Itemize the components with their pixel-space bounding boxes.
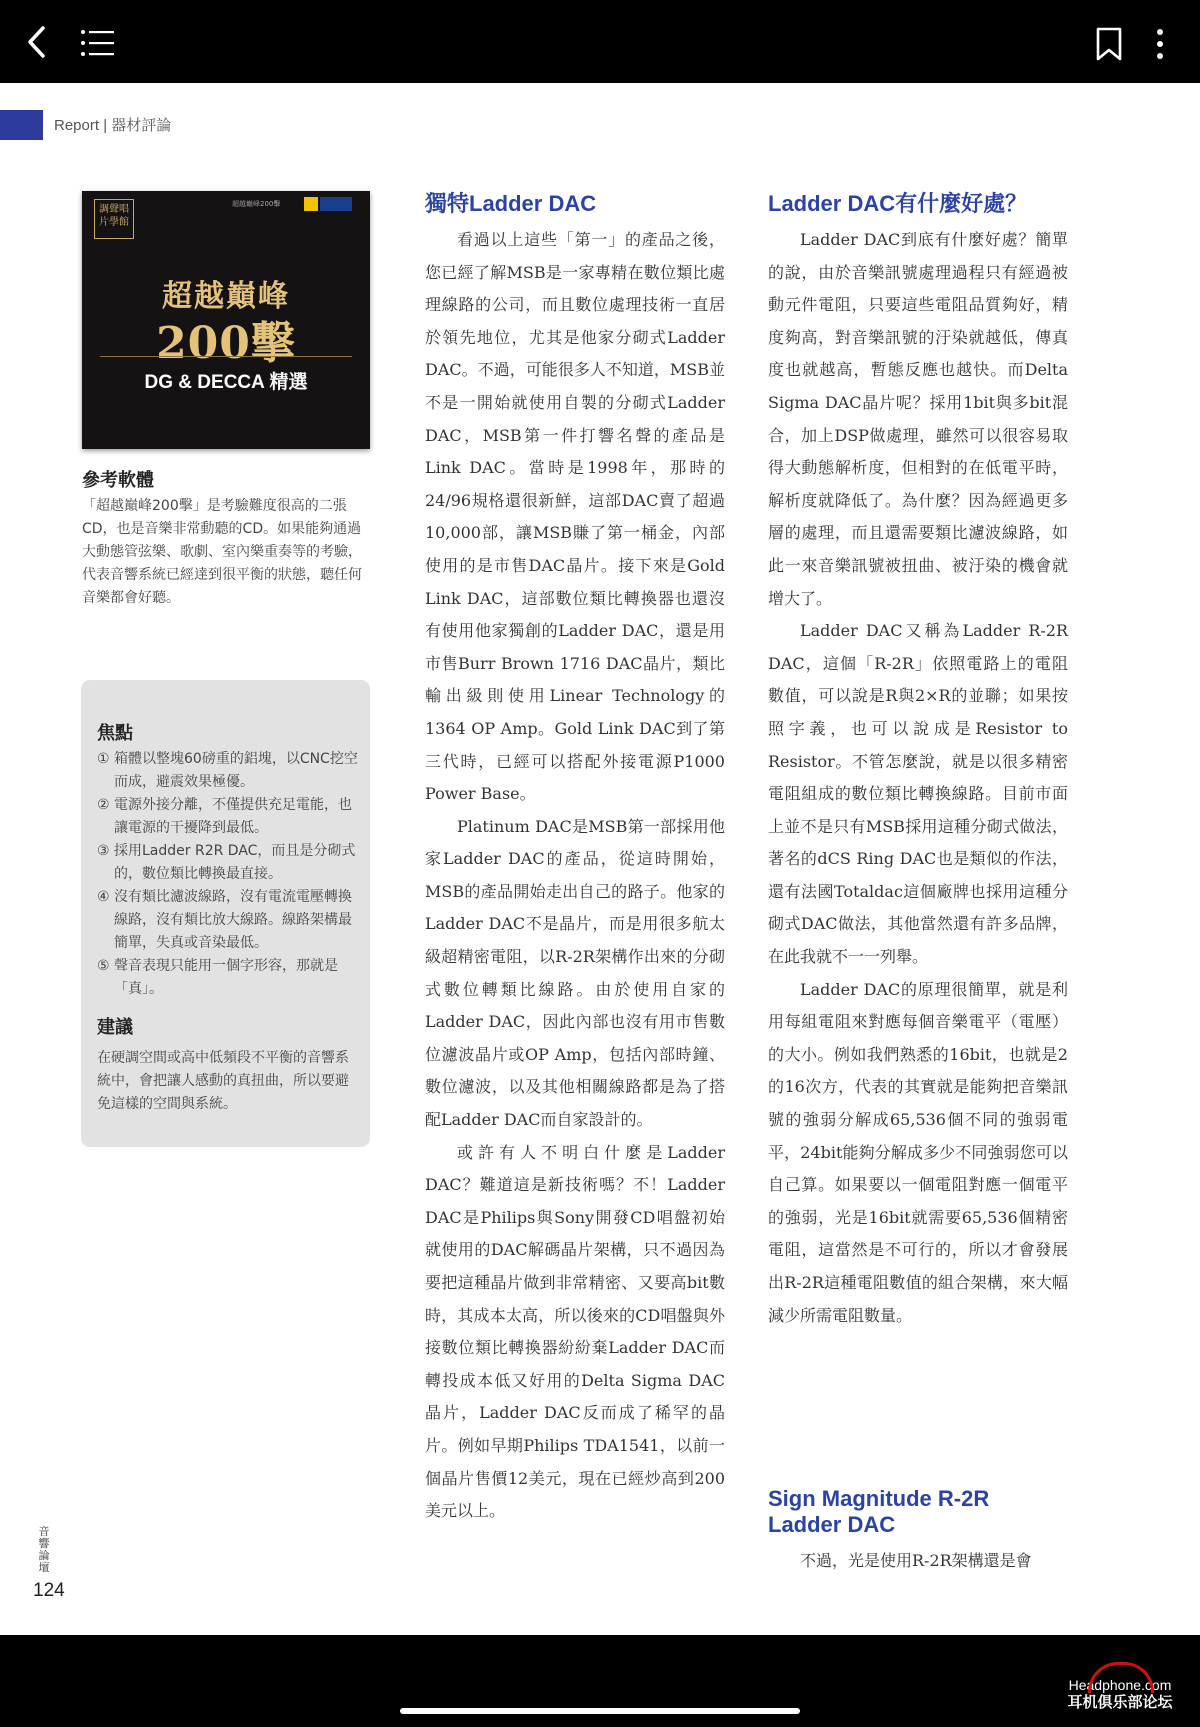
watermark-arc-icon [1088,1662,1154,1693]
right-column-text [768,224,1068,1332]
list-item: ⑤ 聲音表現只能用一個字形容，那就是「真」。 [97,958,338,997]
list-item: ① 箱體以整塊60磅重的鋁塊，以CNC挖空而成，避震效果極優。 [97,751,358,790]
paragraph: Ladder DAC到底有什麼好處？簡單的說，由於音樂訊號處理過程只有經過被動元件電阻，只要這些電阻品質夠好，精度夠高，對音樂訊號的汙染就越低，傳真度也就越高，暫態反應也越快。而Delta Sigma DAC晶片呢？採用1bit與多bit混合，加上DSP做處理，雖然可以很容易取得大動態解析度，但相對的在低電平時，解析度就降低了。為什麼？因為經過更多層的處理，而且還需要類比濾波線路，如此一來音樂訊號被扭曲、被汙染的機會就增大了。 [768,230,1068,608]
page-number: 124 [33,1580,65,1601]
bookmark-icon[interactable] [1094,26,1124,62]
paragraph: Ladder DAC的原理很簡單，就是利用每組電阻來對應每個音樂電平（電壓）的大小。例如我們熟悉的16bit，也就是2的16次方，代表的其實就是能夠把音樂訊號的強弱分解成65,536個不同的強弱電平，24bit能夠分解成多少不同強弱您可以自己算。如果要以一個電阻對應一個電平的強弱，光是16bit就需要65,536個精密電阻，這當然是不可行的，所以才會發展出R-2R這種電阻數值的組合架構，來大幅減少所需電阻數量。 [768,979,1068,1325]
watermark [1040,1676,1200,1712]
cover-divider [100,356,352,357]
magazine-page[interactable] [0,83,1200,1635]
focus-sidebox [81,680,370,1147]
list-item: ④ 沒有類比濾波線路，沒有電流電壓轉換線路，沒有類比放大線路。線路架構最簡單，失真或音染最低。 [97,889,352,951]
cover-small-text: 超越巔峰200擊 [232,200,281,208]
middle-column-text [425,224,725,1528]
reader-toolbar [0,0,1200,83]
chevron-left-icon[interactable] [18,22,58,62]
section-accent-bar [0,110,43,140]
paragraph: Ladder DAC又稱為Ladder R-2R DAC，這個「R-2R」依照電路上的電阻數值，可以說是R與2×R的並聯；如果按照字義，也可以說成是Resistor to Resistor。不管怎麼說，就是以很多精密電阻組成的數位類比轉換線路。目前市面上並不是只有MSB採用這種分砌式做法，著名的dCS Ring DAC也是類似的作法，還有法國Totaldac這個廠牌也採用這種分砌式DAC做法，其他當然還有許多品牌，在此我就不一一列舉。 [768,621,1068,967]
watermark-line1: Headphone.com [1068,1677,1172,1693]
right-column-heading: Ladder DAC有什麼好處？ [768,191,1028,216]
cover-badge: 調聲唱片學館 [94,199,134,239]
dg-logo-icon [304,197,318,211]
paragraph: 或許有人不明白什麼是Ladder DAC？難道這是新技術嗎？不！Ladder DAC是Philips與Sony開發CD唱盤初始就使用的DAC解碼晶片架構，只不過因為要把這種晶片做到非常精密、又要高bit數時，其成本太高，所以後來的CD唱盤與外接數位類比轉換器紛紛棄Ladder DAC而轉投成本低又好用的Delta Sigma DAC晶片，Ladder DAC反而成了稀罕的晶片。例如早期Philips TDA1541，以前一個晶片售價12美元，現在已經炒高到200美元以上。 [425,1142,725,1521]
reference-title: 參考軟體 [82,470,154,491]
cover-title-line2: 200擊 [156,318,296,369]
paragraph: 看過以上這些「第一」的產品之後，您已經了解MSB是一家專精在數位類比處理線路的公司，而且數位處理技術一直居於領先地位，尤其是他家分砌式Ladder DAC。不過，可能很多人不知道，MSB並不是一開始就使用自製的分砌式Ladder DAC，MSB第一件打響名聲的產品是Link DAC。當時是1998年，那時的24/96規格還很新鮮，這部DAC賣了超過10,000部，讓MSB賺了第一桶金，內部使用的是市售DAC晶片。接下來是Gold Link DAC，這部數位類比轉換器也還沒有使用他家獨創的Ladder DAC，還是用市售Burr Brown 1716 DAC晶片，類比輸出級則使用Linear Technology的1364 OP Amp。Gold Link DAC到了第三代時，已經可以搭配外接電源P1000 Power Base。 [425,230,725,804]
more-vertical-icon[interactable] [1150,26,1170,62]
section-header: Report | 器材評論 [54,117,172,134]
cover-title-line1: 超越巔峰 [162,279,290,314]
paragraph: Platinum DAC是MSB第一部採用他家Ladder DAC的產品，從這時開始，MSB的產品開始走出自己的路子。他家的Ladder DAC不是晶片，而是用很多航太級超精密電阻，以R-2R架構作出來的分砌式數位轉類比線路。由於使用自家的Ladder DAC，因此內部也沒有用市售數位濾波晶片或OP Amp，包括內部時鐘、數位濾波，以及其他相關線路都是為了搭配Ladder DAC而自家設計的。 [425,816,725,1130]
home-indicator[interactable] [400,1708,800,1714]
list-item: ② 電源外接分離，不僅提供充足電能，也讓電源的干擾降到最低。 [97,797,352,836]
advice-title: 建議 [97,1017,133,1038]
paragraph: 不過，光是使用R-2R架構還是會 [800,1551,1032,1570]
middle-column-heading: 獨特Ladder DAC [425,191,597,216]
album-cover-image [82,191,370,449]
cover-subtitle: DG & DECCA 精選 [144,372,308,393]
watermark-line2: 耳机俱乐部论坛 [1067,1694,1173,1711]
decca-logo-icon [320,197,352,211]
list-item: ③ 採用Ladder R2R DAC，而且是分砌式的，數位類比轉換最直接。 [97,843,356,882]
reference-body: 「超越巔峰200擊」是考驗難度很高的二張CD，也是音樂非常動聽的CD。如果能夠通過大動態管弦樂、歌劇、室內樂重奏等的考驗，代表音響系統已經達到很平衡的狀態，聽任何音樂都會好聽。 [82,498,362,606]
focus-list [97,748,359,1001]
advice-body: 在硬調空間或高中低頻段不平衡的音響系統中，會把讓人感動的真扭曲，所以要避免這樣的空間與系統。 [97,1050,349,1112]
right-column-last-line [768,1545,1068,1578]
focus-title: 焦點 [97,723,133,744]
right-column-heading-2: Sign Magnitude R-2R Ladder DAC [768,1486,990,1537]
list-icon[interactable] [80,28,114,58]
magazine-name-vertical: 音響論壇 [38,1525,50,1574]
